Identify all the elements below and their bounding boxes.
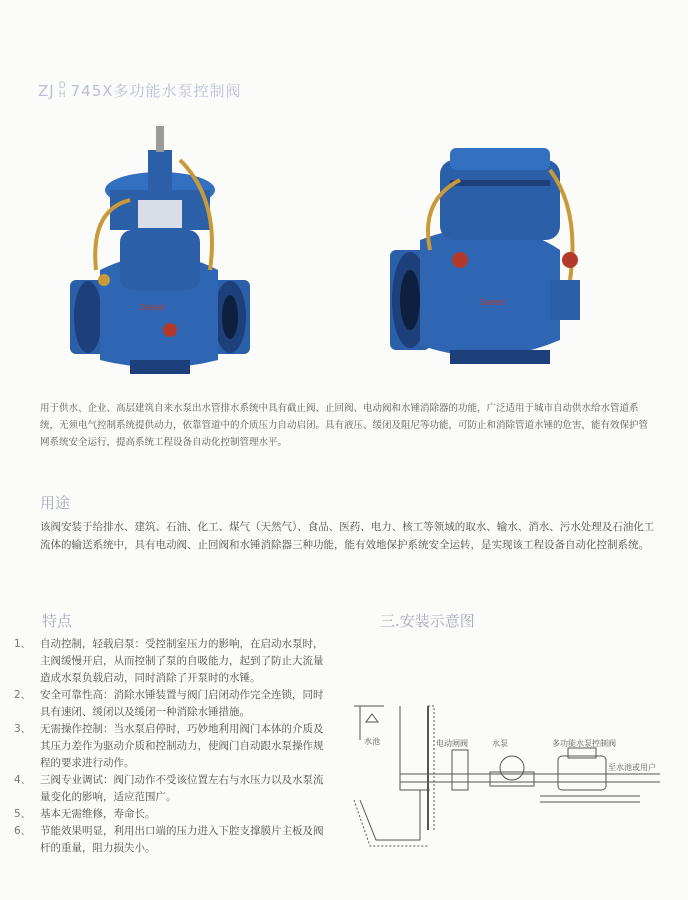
title-sub-bottom: H [58, 89, 67, 100]
label-gate-valve: 电动闸阀 [436, 739, 468, 748]
features-list [14, 636, 324, 857]
label-pump: 水泵 [492, 739, 508, 748]
feature-item [14, 636, 324, 687]
install-diagram [340, 700, 670, 850]
feature-text: 安全可靠性高：消除水锤装置与阀门启闭动作完全连锁，同时具有速闭、缓闭以及缓闭一种消除水锤措施。 [40, 689, 324, 718]
features-heading: 特点 [42, 612, 73, 630]
label-pool: 水池 [364, 737, 380, 746]
feature-number: 4、 [14, 774, 32, 786]
valve-image-left [60, 120, 260, 380]
feature-text: 自动控制，轻载启泵：受控制室压力的影响，在启动水泵时，主阀缓慢开启，从而控制了泵的自吸能力，起到了防止大流量造成水泵负载启动，同时消除了开泵时的水锤。 [40, 638, 324, 684]
feature-number: 3、 [14, 723, 32, 735]
page-title [38, 80, 242, 101]
feature-number: 5、 [14, 808, 32, 820]
feature-item [14, 806, 324, 823]
install-heading: 三.安装示意图 [380, 612, 475, 630]
feature-number: 1、 [14, 638, 32, 650]
feature-number: 2、 [14, 689, 32, 701]
feature-text: 三阀专业调试：阀门动作不受该位置左右与水压力以及水泵流量变化的影响，适应范围广。 [40, 774, 324, 803]
svg-text:Dated: Dated [480, 298, 505, 307]
svg-text:Dated: Dated [140, 303, 165, 312]
usage-paragraph: 该阀安装于给排水、建筑、石油、化工、煤气（天然气）、食品、医药、电力、核工等领域的取水、输水、消水、污水处理及石油化工流体的输送系统中，具有电动阀、止回阀和水锤消除器三种功能，能有效地保护系统安全运转，是实现该工程设备自动化控制系统。 [40, 521, 655, 551]
title-model: 745X多功能水泵控制阀 [70, 82, 242, 100]
label-control-valve: 多功能水泵控制阀 [552, 739, 616, 748]
feature-item [14, 772, 324, 806]
feature-text: 无需操作控制：当水泵启停时，巧妙地利用阀门本体的介质及其压力差作为驱动介质和控制动力，使阀门自动跟水泵操作规程的要求进行动作。 [40, 723, 324, 769]
feature-text: 基本无需维修，寿命长。 [40, 808, 156, 820]
title-subscript [59, 82, 67, 100]
label-user: 至水池或用户 [608, 763, 656, 772]
feature-item [14, 721, 324, 772]
valve-image-right [380, 130, 600, 380]
intro-paragraph: 用于供水、企业、高层建筑自来水泵出水管排水系统中具有截止阀、止回阀、电动阀和水锤消除器的功能，广泛适用于城市自动供水给水管道系统，无须电气控制系统提供动力，依靠管道中的介质压力自动启闭。具有液压、缓闭及阻尼等功能，可防止和消除管道水锤的危害，能有效保护管网系统安全运行，提高系统工程设备自动化控制管理水平。 [40, 403, 649, 448]
usage-heading: 用途 [40, 494, 71, 512]
feature-text: 节能效果明显，利用出口端的压力进入下腔支撑膜片主板及阀杆的重量，阻力损失小。 [40, 825, 324, 854]
feature-item [14, 687, 324, 721]
feature-item [14, 823, 324, 857]
title-prefix: ZJ [38, 81, 55, 100]
title-sub-top: D [58, 80, 67, 91]
feature-number: 6、 [14, 825, 32, 837]
